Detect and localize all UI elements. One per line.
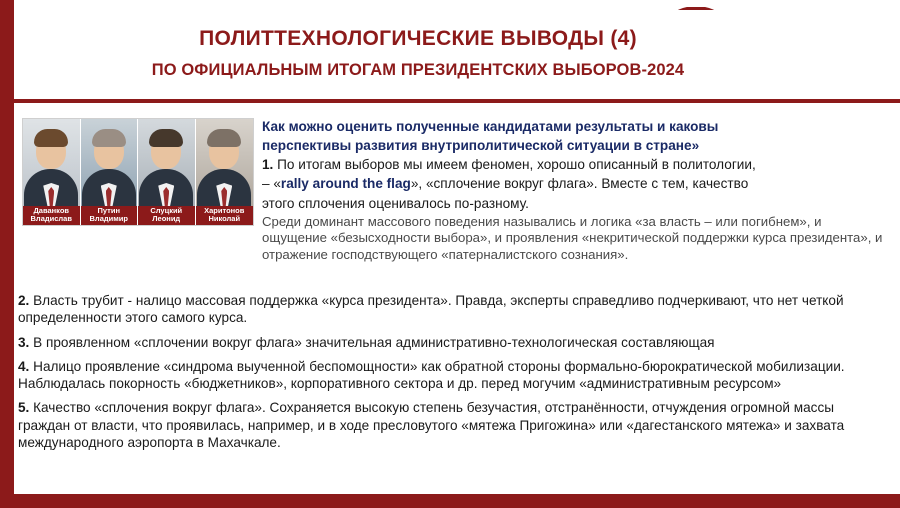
conclusion-number: 2. — [18, 293, 30, 308]
conclusion-text: Власть трубит - налицо массовая поддержка «курса президента». Правда, эксперты справедливо подчеркивают, что нет четкой определенности этого самого курса. — [18, 293, 844, 326]
page-title: ПОЛИТТЕХНОЛОГИЧЕСКИЕ ВЫВОДЫ (4) — [199, 27, 637, 50]
candidate-firstname: Леонид — [152, 214, 181, 224]
candidate-caption — [138, 206, 195, 225]
candidate-surname: Путин — [97, 206, 120, 216]
header-divider — [14, 99, 900, 103]
conclusion-number: 5. — [18, 400, 30, 416]
conclusion-text: Налицо проявление «синдрома выученной беспомощности» как обратной стороны формально-бюрократической мобилизации. Наблюдалась покорность «бюджетников», корпоративного сектора и др. перед могучим «административным ресурсом» — [18, 358, 845, 391]
candidate-caption — [81, 206, 138, 225]
intro-item-1-line-1 — [262, 156, 884, 173]
intro-gray-paragraph: Среди доминант массового поведения назывались и логика «за власть – или погибнем», и ощущение «безысходности выбора», и проявления «некритической поддержки курса президента», и отражение господствующего «патерналистского сознания». — [262, 213, 883, 262]
top-white-strip — [14, 0, 900, 10]
candidate-firstname: Владислав — [30, 214, 72, 224]
candidate-firstname: Владимир — [89, 214, 128, 224]
intro-lead-line-1: Как можно оценить полученные кандидатами результаты и каковы — [262, 119, 719, 134]
conclusion-number: 4. — [18, 358, 30, 374]
intro-lead-line-2: перспективы развития внутриполитической ситуации в стране» — [262, 138, 700, 154]
intro-item-1-emphasis: rally around the flag — [280, 176, 411, 192]
conclusion-text: В проявленном «сплочении вокруг флага» значительная административно-технологическая составляющая — [29, 334, 715, 350]
conclusion-item — [18, 334, 884, 351]
intro-item-1-text-a: По итогам выборов мы имеем феномен, хорошо описанный в политологии, — [273, 157, 756, 173]
candidate-surname: Даванков — [33, 206, 70, 216]
conclusions-list — [18, 292, 884, 458]
intro-item-1-line-3: этого сплочения оценивалось по-разному. — [262, 195, 529, 211]
left-accent-bar — [0, 0, 14, 508]
bottom-accent-bar — [0, 494, 900, 508]
intro-item-1-text-c: », «сплочение вокруг флага». Вместе с тем, качество — [410, 176, 749, 192]
conclusion-item — [18, 399, 884, 451]
slide-header — [14, 10, 822, 102]
conclusion-text: Качество «сплочения вокруг флага». Сохраняется высокую степень безучастия, отстранённости, отчуждения огромной массы граждан от власти, что проявилась, например, и в ходе пресловутого «мятежа Пригожина» или «дагестанского мятежа» и захвата международного аэропорта в Махачкале. — [18, 400, 845, 450]
conclusion-item — [18, 358, 884, 393]
candidate-photo — [23, 119, 81, 225]
candidate-surname: Слуцкий — [150, 206, 183, 216]
candidate-caption — [23, 206, 80, 225]
conclusion-item — [18, 292, 884, 327]
intro-item-1-line-2 — [262, 175, 884, 192]
candidate-photo — [196, 119, 254, 225]
intro-item-1-text-b: – « — [262, 176, 281, 192]
intro-item-1-number: 1. — [262, 157, 274, 173]
candidate-firstname: Николай — [208, 214, 241, 224]
candidate-surname: Харитонов — [204, 206, 245, 216]
candidate-caption — [196, 206, 254, 225]
page-subtitle: ПО ОФИЦИАЛЬНЫМ ИТОГАМ ПРЕЗИДЕНТСКИХ ВЫБОРОВ-2024 — [151, 61, 685, 80]
candidate-photo — [138, 119, 196, 225]
conclusion-number: 3. — [18, 334, 30, 350]
intro-text-block — [262, 118, 884, 266]
candidate-photo — [81, 119, 139, 225]
candidate-photo-strip — [22, 118, 254, 226]
